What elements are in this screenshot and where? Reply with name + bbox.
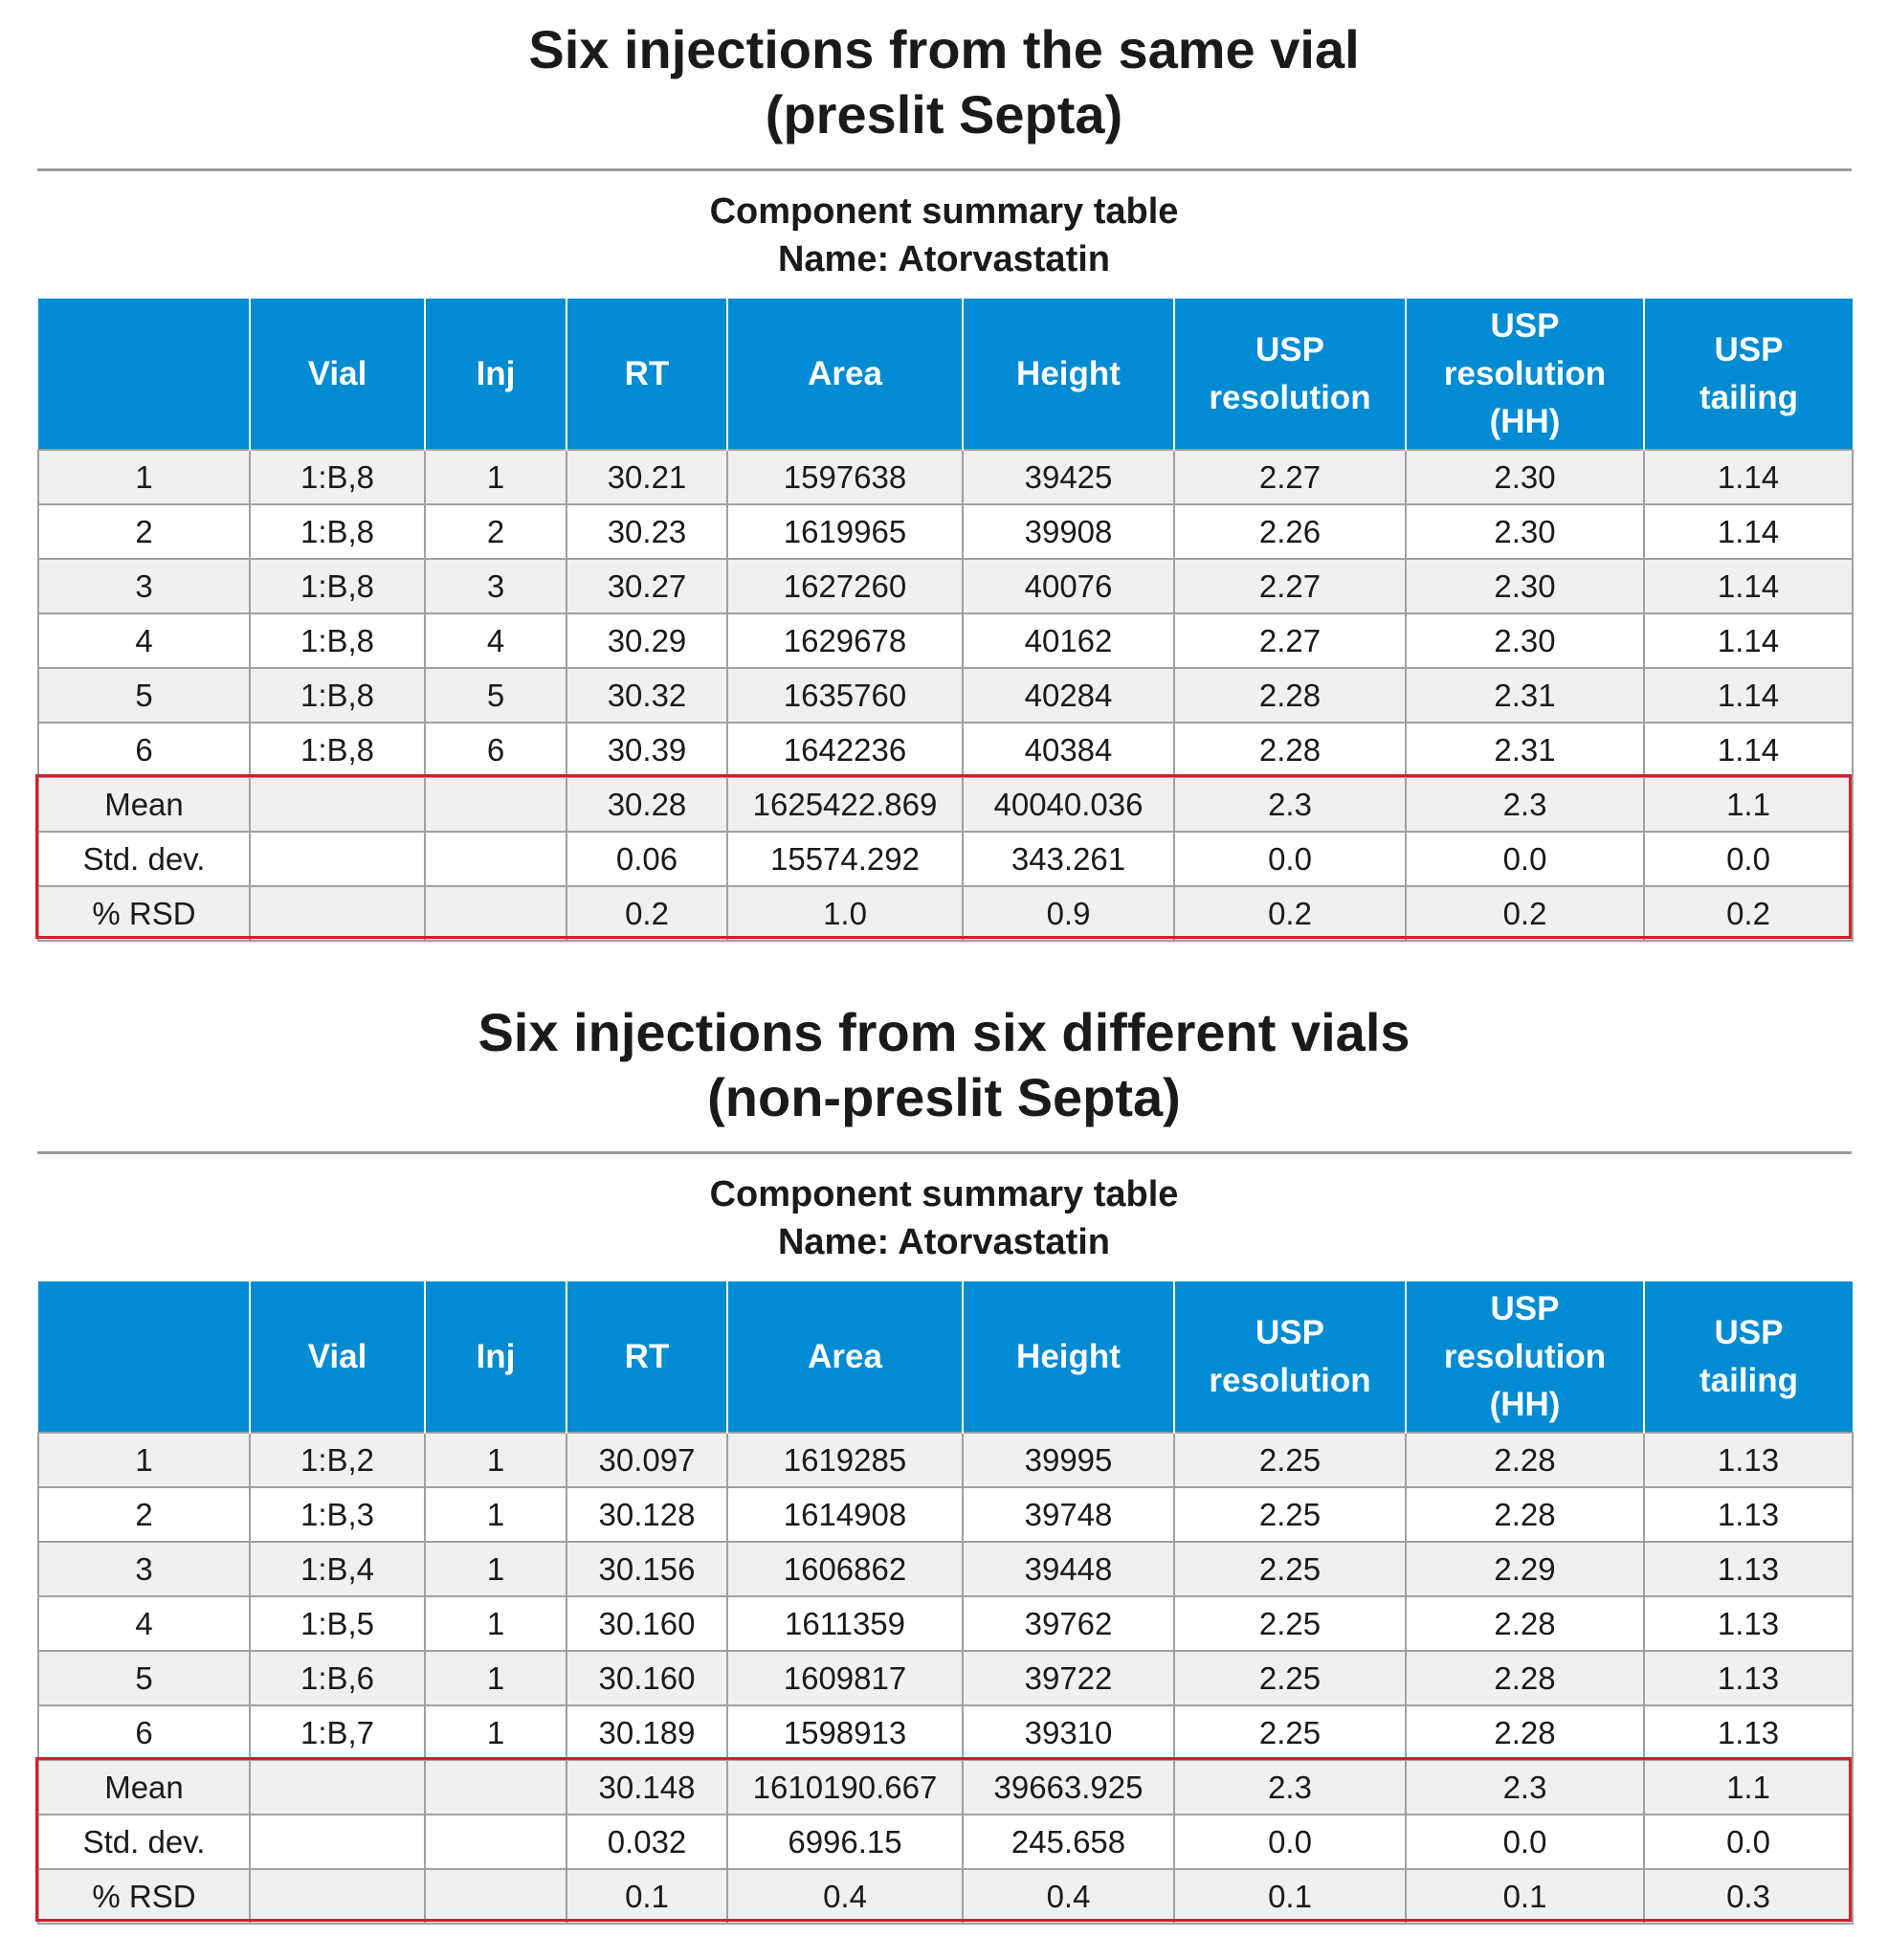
header-vial: Vial	[250, 299, 425, 450]
header-row	[38, 299, 1853, 450]
table-cell: 40384	[963, 723, 1174, 777]
table-cell: 0.0	[1644, 832, 1853, 886]
table-cell	[425, 886, 566, 941]
table-cell: 1:B,8	[250, 668, 425, 723]
header-text: resolution	[1209, 1361, 1371, 1399]
table-cell: 1:B,6	[250, 1651, 425, 1705]
header-vial: Vial	[250, 1281, 425, 1433]
table-row	[38, 450, 1853, 504]
table-cell: 1	[425, 450, 566, 504]
table-body	[38, 1433, 1853, 1924]
table-cell: 1.1	[1644, 777, 1853, 832]
table-cell: 2.27	[1174, 613, 1406, 668]
table-cell: 1	[425, 1705, 566, 1760]
table-cell: 2.31	[1406, 723, 1644, 777]
caption-line-1: Component summary table	[709, 1174, 1179, 1214]
table-cell: 2.28	[1174, 723, 1406, 777]
table-cell: 245.658	[963, 1815, 1174, 1869]
table-cell: 4	[425, 613, 566, 668]
title-line-1: Six injections from the same vial	[528, 19, 1360, 79]
table-cell: Mean	[38, 1760, 250, 1815]
summary-row	[38, 777, 1853, 832]
caption-line-1: Component summary table	[709, 191, 1179, 232]
table-cell: 2.28	[1406, 1651, 1644, 1705]
table-row	[38, 1596, 1853, 1651]
summary-row	[38, 1869, 1853, 1924]
table-cell: 2.28	[1406, 1487, 1644, 1542]
table-cell: 40040.036	[963, 777, 1174, 832]
table-cell: 39762	[963, 1596, 1174, 1651]
table-cell: 1.13	[1644, 1487, 1853, 1542]
header-text: resolution	[1443, 1337, 1607, 1375]
table-cell: 1635760	[727, 668, 963, 723]
table-row	[38, 668, 1853, 723]
table-cell: 1.13	[1644, 1596, 1853, 1651]
table-cell: 2.3	[1406, 1760, 1644, 1815]
divider	[37, 168, 1852, 171]
summary-row	[38, 1815, 1853, 1869]
table-row	[38, 613, 1853, 668]
table-cell: 5	[425, 668, 566, 723]
table-cell: 39748	[963, 1487, 1174, 1542]
header-text: resolution	[1443, 354, 1607, 392]
table-cell: 1	[425, 1487, 566, 1542]
caption-line-2: Name: Atorvastatin	[777, 239, 1110, 279]
table-cell: 2.28	[1406, 1596, 1644, 1651]
table-row	[38, 559, 1853, 613]
table-cell: 2	[425, 504, 566, 559]
header-index	[38, 299, 250, 450]
table-cell: 1:B,8	[250, 613, 425, 668]
table-cell: 2.25	[1174, 1487, 1406, 1542]
table-row	[38, 723, 1853, 777]
header-usp-resolution-hh	[1406, 299, 1644, 450]
table-cell: 2.25	[1174, 1596, 1406, 1651]
table-cell: 30.28	[566, 777, 727, 832]
table-cell: 1:B,3	[250, 1487, 425, 1542]
table-cell	[250, 832, 425, 886]
header-rt: RT	[566, 299, 727, 450]
table-cell: 0.032	[566, 1815, 727, 1869]
header-rt: RT	[566, 1281, 727, 1433]
table-cell: 40284	[963, 668, 1174, 723]
table-cell: 1:B,4	[250, 1542, 425, 1596]
table-cell: Std. dev.	[38, 1815, 250, 1869]
table-cell: 1598913	[727, 1705, 963, 1760]
table-cell: 30.128	[566, 1487, 727, 1542]
table-cell: 4	[38, 1596, 250, 1651]
table-cell: 0.0	[1174, 1815, 1406, 1869]
table-cell: 39908	[963, 504, 1174, 559]
table-cell: 1	[38, 1433, 250, 1487]
table-cell: 2	[38, 504, 250, 559]
table-cell: 0.9	[963, 886, 1174, 941]
table-cell: 30.32	[566, 668, 727, 723]
table-cell: 6	[38, 1705, 250, 1760]
table-cell: 6996.15	[727, 1815, 963, 1869]
table-cell: 39310	[963, 1705, 1174, 1760]
table-cell: 30.21	[566, 450, 727, 504]
table-cell: 2.25	[1174, 1542, 1406, 1596]
table-cell: 1629678	[727, 613, 963, 668]
table-cell: 40076	[963, 559, 1174, 613]
table-cell: 1	[425, 1651, 566, 1705]
header-usp-resolution	[1174, 299, 1406, 450]
table-cell: 1	[425, 1596, 566, 1651]
table-cell: 39722	[963, 1651, 1174, 1705]
table-cell: 0.4	[727, 1869, 963, 1924]
table-cell: 2.28	[1406, 1433, 1644, 1487]
table-cell: % RSD	[38, 1869, 250, 1924]
table-cell: 30.156	[566, 1542, 727, 1596]
table-cell: 39663.925	[963, 1760, 1174, 1815]
header-text: USP	[1255, 1313, 1324, 1351]
table-cell: 2.30	[1406, 450, 1644, 504]
table-cell: 1:B,7	[250, 1705, 425, 1760]
table-cell: 0.2	[1406, 886, 1644, 941]
table-row	[38, 1433, 1853, 1487]
table-cell: 1614908	[727, 1487, 963, 1542]
header-usp-tailing	[1644, 299, 1853, 450]
table-cell: 39448	[963, 1542, 1174, 1596]
table-cell: 6	[38, 723, 250, 777]
table-row	[38, 504, 1853, 559]
header-text: (HH)	[1489, 402, 1561, 440]
table-cell: 0.2	[1174, 886, 1406, 941]
table-cell: 0.4	[963, 1869, 1174, 1924]
table-cell: 1597638	[727, 450, 963, 504]
table-cell: 1.0	[727, 886, 963, 941]
table-row	[38, 1705, 1853, 1760]
table-cell: 2.28	[1406, 1705, 1644, 1760]
table-cell: 2.28	[1174, 668, 1406, 723]
table-cell: 1.1	[1644, 1760, 1853, 1815]
table-cell	[425, 1815, 566, 1869]
table-cell	[425, 1869, 566, 1924]
table-cell: 2.3	[1174, 1760, 1406, 1815]
table-cell	[250, 1869, 425, 1924]
table-cell: 1.13	[1644, 1542, 1853, 1596]
header-area: Area	[727, 1281, 963, 1433]
table-cell: 0.1	[1406, 1869, 1644, 1924]
table-cell: 1.14	[1644, 613, 1853, 668]
summary-row	[38, 886, 1853, 941]
table-cell	[250, 886, 425, 941]
table-cell: 2.25	[1174, 1651, 1406, 1705]
table-cell: 2.27	[1174, 559, 1406, 613]
table-cell	[425, 1760, 566, 1815]
table-cell: 2.30	[1406, 613, 1644, 668]
table-cell: 6	[425, 723, 566, 777]
header-text: USP	[1714, 330, 1784, 368]
table-cell: 1606862	[727, 1542, 963, 1596]
table-cell: 1:B,8	[250, 559, 425, 613]
component-summary-table	[37, 299, 1854, 942]
table-cell: 39425	[963, 450, 1174, 504]
table-cell: 0.0	[1174, 832, 1406, 886]
table-cell	[425, 832, 566, 886]
table-cell: 343.261	[963, 832, 1174, 886]
table-cell: 30.23	[566, 504, 727, 559]
table-cell: 2.26	[1174, 504, 1406, 559]
table-cell: 1.13	[1644, 1705, 1853, 1760]
header-text: tailing	[1699, 378, 1799, 416]
table-cell: 30.148	[566, 1760, 727, 1815]
table-cell: 3	[425, 559, 566, 613]
component-summary-table	[37, 1281, 1854, 1925]
header-row	[38, 1281, 1853, 1433]
table-cell: 1.14	[1644, 504, 1853, 559]
header-index	[38, 1281, 250, 1433]
table-cell: 30.39	[566, 723, 727, 777]
table-cell: 15574.292	[727, 832, 963, 886]
table-cell: 1611359	[727, 1596, 963, 1651]
table-cell: 0.0	[1644, 1815, 1853, 1869]
table-cell	[250, 1760, 425, 1815]
header-text: tailing	[1699, 1361, 1799, 1399]
title-line-1: Six injections from six different vials	[478, 1002, 1410, 1062]
table-cell: 30.160	[566, 1596, 727, 1651]
table-row	[38, 1542, 1853, 1596]
section-title	[0, 1000, 1888, 1130]
table-cell: 2	[38, 1487, 250, 1542]
header-usp-resolution	[1174, 1281, 1406, 1433]
table-cell: 0.1	[1174, 1869, 1406, 1924]
header-text: USP	[1255, 330, 1324, 368]
table-cell: 0.1	[566, 1869, 727, 1924]
table-cell: 2.25	[1174, 1705, 1406, 1760]
table-cell: 1.13	[1644, 1433, 1853, 1487]
table-cell: 40162	[963, 613, 1174, 668]
table-caption	[0, 188, 1888, 283]
table-cell: 1:B,8	[250, 504, 425, 559]
table-cell	[250, 1815, 425, 1869]
table-cell: 0.2	[566, 886, 727, 941]
table-cell: 1	[38, 450, 250, 504]
table-cell: 30.160	[566, 1651, 727, 1705]
table-cell: 2.25	[1174, 1433, 1406, 1487]
table-cell: 1	[425, 1433, 566, 1487]
table-cell: % RSD	[38, 886, 250, 941]
table-cell: 2.29	[1406, 1542, 1644, 1596]
table-cell: 30.097	[566, 1433, 727, 1487]
table-cell: 0.0	[1406, 1815, 1644, 1869]
title-line-2: (non-preslit Septa)	[707, 1067, 1181, 1127]
table-caption	[0, 1170, 1888, 1266]
table-cell: 5	[38, 1651, 250, 1705]
table-cell: 1:B,8	[250, 450, 425, 504]
table-row	[38, 1651, 1853, 1705]
header-text: USP	[1490, 1289, 1560, 1327]
header-text: (HH)	[1489, 1385, 1561, 1423]
table-cell: 1.14	[1644, 450, 1853, 504]
table-cell: 2.30	[1406, 559, 1644, 613]
header-inj: Inj	[425, 1281, 566, 1433]
table-cell: 1619965	[727, 504, 963, 559]
table-body	[38, 450, 1853, 941]
table-cell: Std. dev.	[38, 832, 250, 886]
header-height: Height	[963, 299, 1174, 450]
header-area: Area	[727, 299, 963, 450]
header-text: USP	[1490, 306, 1560, 345]
header-text: USP	[1714, 1313, 1784, 1351]
table-cell: 0.0	[1406, 832, 1644, 886]
header-usp-tailing	[1644, 1281, 1853, 1433]
table-cell: 1610190.667	[727, 1760, 963, 1815]
table-cell: 0.3	[1644, 1869, 1853, 1924]
table-cell: 1625422.869	[727, 777, 963, 832]
table-cell: 1627260	[727, 559, 963, 613]
table-cell: 2.3	[1174, 777, 1406, 832]
table-cell: 2.31	[1406, 668, 1644, 723]
table-cell	[425, 777, 566, 832]
table-cell: 2.27	[1174, 450, 1406, 504]
table-cell: 1:B,5	[250, 1596, 425, 1651]
header-height: Height	[963, 1281, 1174, 1433]
title-line-2: (preslit Septa)	[765, 84, 1123, 145]
table-cell: 30.27	[566, 559, 727, 613]
table-cell: 0.06	[566, 832, 727, 886]
table-cell: 4	[38, 613, 250, 668]
table-cell: 1:B,8	[250, 723, 425, 777]
summary-row	[38, 832, 1853, 886]
table-cell: 1.14	[1644, 559, 1853, 613]
table-cell: 2.30	[1406, 504, 1644, 559]
table-cell: 1.14	[1644, 668, 1853, 723]
table-cell: 30.189	[566, 1705, 727, 1760]
table-cell: 5	[38, 668, 250, 723]
header-text: resolution	[1209, 378, 1371, 416]
header-usp-resolution-hh	[1406, 1281, 1644, 1433]
table-cell: 1.13	[1644, 1651, 1853, 1705]
table-cell: 1:B,2	[250, 1433, 425, 1487]
table-cell: 1642236	[727, 723, 963, 777]
section-title	[0, 17, 1888, 147]
table-cell: 1619285	[727, 1433, 963, 1487]
table-cell	[250, 777, 425, 832]
divider	[37, 1151, 1852, 1154]
table-cell: 1.14	[1644, 723, 1853, 777]
table-cell: 0.2	[1644, 886, 1853, 941]
table-cell: 30.29	[566, 613, 727, 668]
table-cell: Mean	[38, 777, 250, 832]
table-cell: 1609817	[727, 1651, 963, 1705]
table-cell: 3	[38, 1542, 250, 1596]
caption-line-2: Name: Atorvastatin	[777, 1222, 1110, 1262]
table-cell: 1	[425, 1542, 566, 1596]
summary-row	[38, 1760, 1853, 1815]
table-row	[38, 1487, 1853, 1542]
table-cell: 2.3	[1406, 777, 1644, 832]
table-cell: 3	[38, 559, 250, 613]
header-inj: Inj	[425, 299, 566, 450]
table-cell: 39995	[963, 1433, 1174, 1487]
